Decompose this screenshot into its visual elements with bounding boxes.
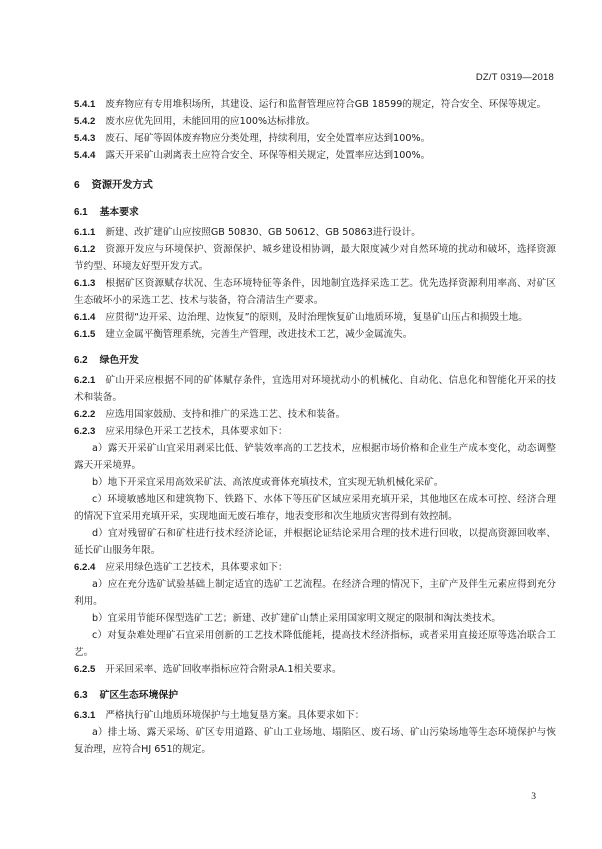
clause-number: 6.2.2 xyxy=(74,409,96,420)
sub-clause: a）应在充分选矿试验基础上制定适宜的选矿工艺流程。在经济合理的情况下，主矿产及伴生元素应得到充分利用。 xyxy=(74,579,556,607)
section-title: 基本要求 xyxy=(99,207,139,218)
clause xyxy=(74,423,556,440)
clause xyxy=(74,147,556,164)
clause-number: 5.4.4 xyxy=(74,150,96,161)
clause-text: 应贯彻“边开采、边治理、边恢复”的原则，及时治理恢复矿山地质环境，复垦矿山压占和损毁土地。 xyxy=(105,312,528,323)
sub-clause: c）环境敏感地区和建筑物下、铁路下、水体下等压矿区域应采用充填开采，其他地区在成本可控、经济合理的情况下宜采用充填开采，实现地面无废石堆存，地表变形和次生地质灾害得到有效控制。 xyxy=(74,494,556,522)
sub-clause: b）宜采用节能环保型选矿工艺；新建、改扩建矿山禁止采用国家明文规定的限制和淘汰类技术。 xyxy=(92,613,502,624)
clause-text: 废石、尾矿等固体废弃物应分类处理，持续利用，安全处置率应达到100%。 xyxy=(105,133,431,144)
clause xyxy=(74,130,556,147)
clause-text: 应采用绿色开采工艺技术，具体要求如下： xyxy=(105,426,288,437)
clause-number: 6.1.5 xyxy=(74,329,96,340)
clause-number: 6.1.3 xyxy=(74,278,96,289)
section-heading xyxy=(74,204,556,221)
clause xyxy=(74,113,556,130)
clause-text: 废弃物应有专用堆积场所，其建设、运行和监督管理应符合GB 18599的规定，符合安全、环保等规定。 xyxy=(105,99,547,110)
sub-clause: b）地下开采宜采用高效采矿法、高浓度或膏体充填技术，宜实现无轨机械化采矿。 xyxy=(92,477,444,488)
clause-text: 开采回采率、选矿回收率指标应符合附录A.1相关要求。 xyxy=(105,664,342,675)
clause-number: 6.2.5 xyxy=(74,664,96,675)
clause xyxy=(74,661,556,678)
clause-text: 矿山开采应根据不同的矿体赋存条件，宜选用对环境扰动小的机械化、自动化、信息化和智能化开采的技术和装备。 xyxy=(74,375,556,403)
clause-number: 6.2.4 xyxy=(74,562,96,573)
section-title: 矿区生态环境保护 xyxy=(99,690,178,701)
document-body xyxy=(74,96,556,758)
clause-text: 露天开采矿山剥离表土应符合安全、环保等相关规定，处置率应达到100%。 xyxy=(105,150,431,161)
clause xyxy=(74,224,556,241)
clause-number: 6.3.1 xyxy=(74,710,96,721)
sub-clause: a）排土场、露天采场、矿区专用道路、矿山工业场地、塌陷区、废石场、矿山污染场地等生态环境保护与恢复治理，应符合HJ 651的规定。 xyxy=(74,727,556,755)
clause xyxy=(74,406,556,423)
section-heading xyxy=(74,352,556,369)
section-title: 绿色开发 xyxy=(99,355,139,366)
sub-clause: a）露天开采矿山宜采用剥采比低、铲装效率高的工艺技术，应根据市场价格和企业生产成本变化，动态调整露天开采境界。 xyxy=(74,443,556,471)
page-number: 3 xyxy=(531,792,536,802)
section-number: 6.3 xyxy=(74,690,88,701)
clause-number: 5.4.3 xyxy=(74,133,96,144)
clause xyxy=(74,96,556,113)
section-number: 6.2 xyxy=(74,355,88,366)
clause-text: 新建、改扩建矿山应按照GB 50830、GB 50612、GB 50863进行设计。 xyxy=(105,227,421,238)
clause-text: 应选用国家鼓励、支持和推广的采选工艺、技术和装备。 xyxy=(105,409,346,420)
clause-text: 根据矿区资源赋存状况、生态环境特征等条件，因地制宜选择采选工艺。优先选择资源利用率高、对矿区生态破坏小的采选工艺、技术与装备，符合清洁生产要求。 xyxy=(74,278,556,306)
clause-text: 应采用绿色选矿工艺技术，具体要求如下： xyxy=(105,562,288,573)
section-heading xyxy=(74,177,556,194)
sub-clause: d）宜对残留矿石和矿柱进行技术经济论证，并根据论证结论采用合理的技术进行回收，以提高资源回收率、延长矿山服务年限。 xyxy=(74,528,556,556)
clause-number: 6.2.3 xyxy=(74,426,96,437)
clause-text: 资源开发应与环境保护、资源保护、城乡建设相协调，最大限度减少对自然环境的扰动和破坏，选择资源节约型、环境友好型开发方式。 xyxy=(74,244,556,272)
clause-number: 6.1.1 xyxy=(74,227,96,238)
clause xyxy=(74,372,556,406)
clause xyxy=(74,241,556,275)
clause xyxy=(74,559,556,576)
sub-clause: c）对复杂难处理矿石宜采用创新的工艺技术降低能耗，提高技术经济指标，或者采用直接还原等选冶联合工艺。 xyxy=(74,630,556,658)
clause xyxy=(74,309,556,326)
section-title: 资源开发方式 xyxy=(91,180,153,191)
clause-number: 5.4.1 xyxy=(74,99,96,110)
clause xyxy=(74,326,556,343)
section-number: 6 xyxy=(74,180,80,191)
section-heading xyxy=(74,687,556,704)
clause-text: 严格执行矿山地质环境保护与土地复垦方案。具体要求如下： xyxy=(105,710,365,721)
clause-number: 6.1.2 xyxy=(74,244,96,255)
clause-text: 建立金属平衡管理系统，完善生产管理，改进技术工艺，减少金属流失。 xyxy=(105,329,413,340)
clause xyxy=(74,275,556,309)
section-number: 6.1 xyxy=(74,207,88,218)
standard-code: DZ/T 0319—2018 xyxy=(475,72,554,83)
clause xyxy=(74,707,556,724)
clause-number: 6.2.1 xyxy=(74,375,96,386)
clause-text: 废水应优先回用，未能回用的应100%达标排放。 xyxy=(105,116,316,127)
clause-number: 5.4.2 xyxy=(74,116,96,127)
clause-number: 6.1.4 xyxy=(74,312,96,323)
